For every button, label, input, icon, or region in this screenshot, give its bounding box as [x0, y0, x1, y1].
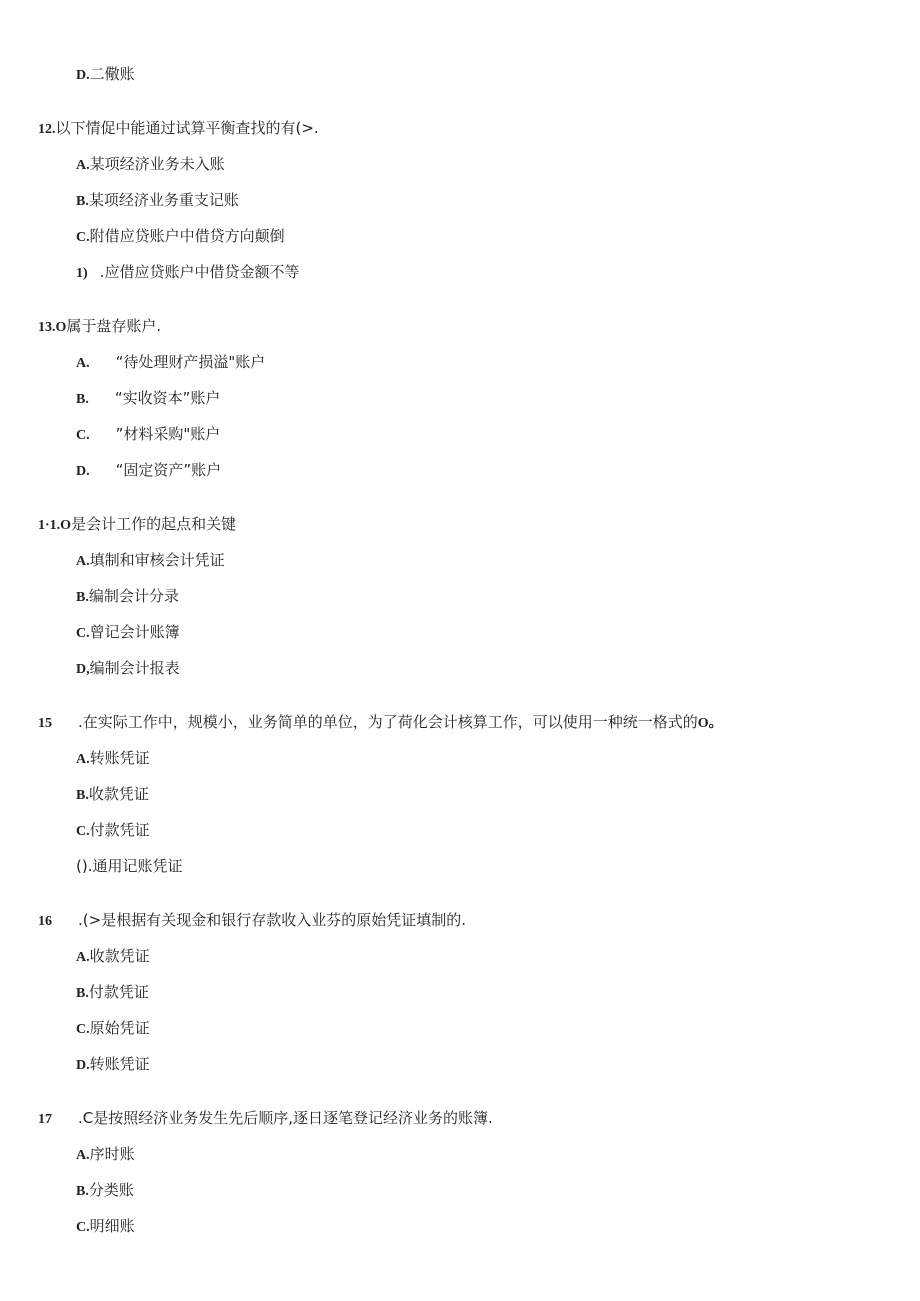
- option-a: A.某项经济业务未入账: [76, 155, 225, 173]
- option-d: D. “固定资产”账户: [76, 461, 222, 479]
- question-17: 17 .C是按照经济业务发生先后顺序,逐日逐笔登记经济业务的账簿.: [38, 1109, 493, 1127]
- option-d: D.二儆账: [76, 65, 135, 83]
- question-13: 13.O属于盘存账户.: [38, 317, 162, 335]
- option-b: B.收款凭证: [76, 785, 149, 803]
- option-a: A.转账凭证: [76, 749, 150, 767]
- option-c: C. ”材料采购"账户: [76, 425, 221, 443]
- option-a: A.序时账: [76, 1145, 135, 1163]
- question-14: 1·1.O是会计工作的起点和关键: [38, 515, 237, 533]
- option-d: ().通用记账凭证: [76, 857, 183, 875]
- question-15: 15 .在实际工作中，规模小，业务简单的单位，为了荷化会计核算工作，可以使用一种统一格式的O。: [38, 713, 723, 731]
- option-c: C.附借应贷账户中借贷方向颠倒: [76, 227, 285, 245]
- option-d: D,编制会计报表: [76, 659, 180, 677]
- option-d: D.转账凭证: [76, 1055, 150, 1073]
- option-a: A. “待处理财产损溢"账户: [76, 353, 266, 371]
- option-d: 1) .应借应贷账户中借贷金额不等: [76, 263, 300, 281]
- option-a: A.填制和审核会计凭证: [76, 551, 225, 569]
- question-16: 16 .(>是根据有关现金和银行存款收入业芬的原始凭证填制的.: [38, 911, 466, 929]
- option-c: C.明细账: [76, 1217, 135, 1235]
- option-b: B.编制会计分录: [76, 587, 179, 605]
- option-b: B.付款凭证: [76, 983, 149, 1001]
- option-c: C.原始凭证: [76, 1019, 150, 1037]
- option-c: C.曾记会计账簿: [76, 623, 180, 641]
- option-b: B.分类账: [76, 1181, 134, 1199]
- option-a: A.收款凭证: [76, 947, 150, 965]
- option-b: B. “实收资本”账户: [76, 389, 221, 407]
- question-12: 12.以下情促中能通过试算平衡查找的有(>.: [38, 119, 319, 137]
- option-b: B.某项经济业务重支记账: [76, 191, 239, 209]
- option-c: C.付款凭证: [76, 821, 150, 839]
